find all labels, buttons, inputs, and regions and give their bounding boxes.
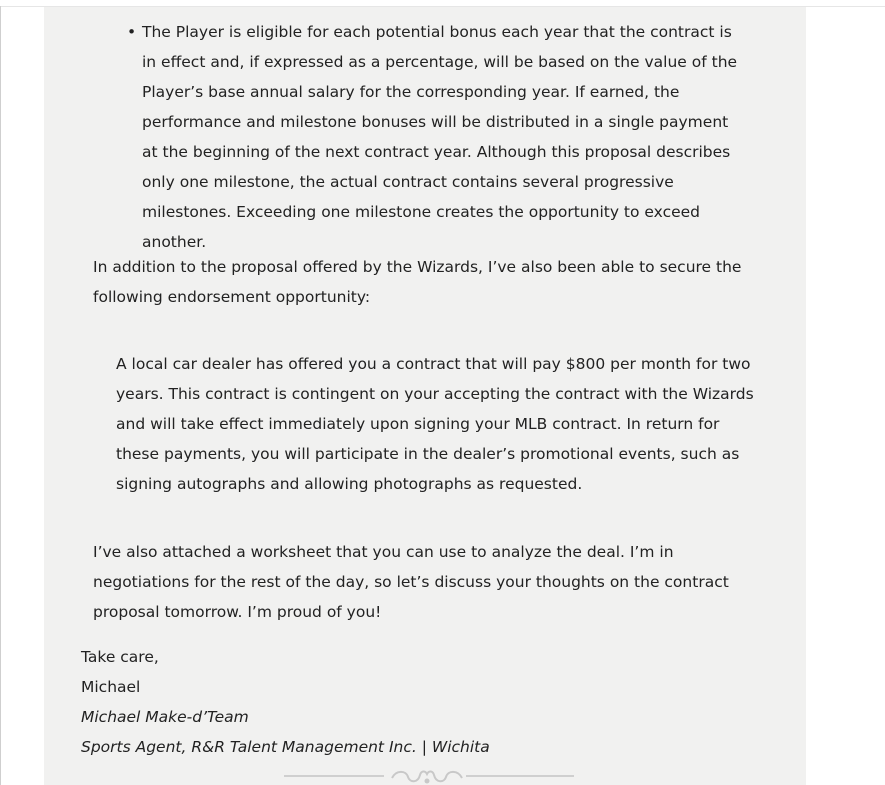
sender-title: Sports Agent, R&R Talent Management Inc. | Wichita bbox=[81, 738, 490, 756]
salutation: Take care, bbox=[81, 648, 159, 666]
letter-panel bbox=[44, 7, 806, 785]
worksheet-paragraph: I’ve also attached a worksheet that you can use to analyze the deal. I’m in negotiations for the rest of the day, so let’s discuss your thoughts on the contract proposal tomorrow. I’m proud of you! bbox=[93, 543, 729, 621]
bullet-marker: • bbox=[127, 23, 137, 41]
signature-name: Michael Make-d’Team bbox=[81, 708, 249, 726]
endorsement-offer-quote: A local car dealer has offered you a contract that will pay $800 per month for two years. This contract is contingent on your accepting the contract with the Wizards and will take effect immediately upon signing your MLB contract. In return for these payments, you will participate in the dealer’s promotional events, such as signing autographs and allowing photographs as requested. bbox=[116, 355, 754, 493]
endorsement-intro-paragraph: In addition to the proposal offered by the Wizards, I’ve also been able to secure the following endorsement opportunity: bbox=[93, 258, 742, 306]
sender-name: Michael bbox=[81, 678, 141, 696]
bonus-bullet-text: The Player is eligible for each potential bonus each year that the contract is in effect and, if expressed as a percentage, will be based on the value of the Player’s base annual salary for the corresponding year. If earned, the performance and milestone bonuses will be distributed in a single payment at the beginning of the next contract year. Although this proposal describes only one milestone, the actual contract contains several progressive milestones. Exceeding one milestone creates the opportunity to exceed another. bbox=[142, 23, 738, 251]
ornamental-divider-icon bbox=[284, 769, 574, 785]
left-border bbox=[0, 6, 1, 785]
letter-closing bbox=[81, 642, 681, 762]
